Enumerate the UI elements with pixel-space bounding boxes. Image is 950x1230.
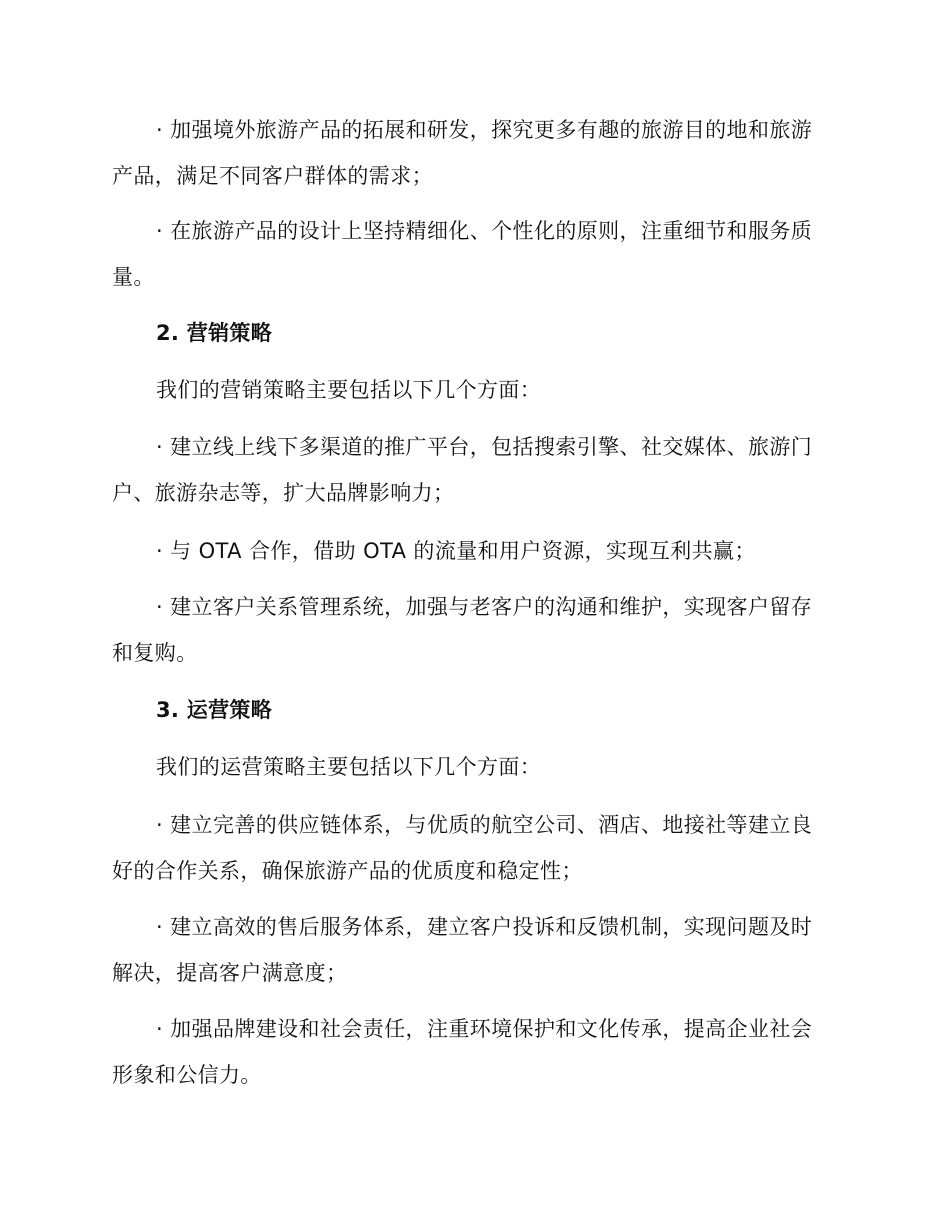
bullet-item: · 建立线上线下多渠道的推广平台，包括搜索引擎、社交媒体、旅游门户、旅游杂志等，扩大品牌影响力； [112,435,813,505]
bullet-item: · 在旅游产品的设计上坚持精细化、个性化的原则，注重细节和服务质量。 [112,219,813,289]
section-heading: 3. 运营策略 [156,698,272,722]
section-heading: 2. 营销策略 [156,321,272,345]
bullet-item: · 加强品牌建设和社会责任，注重环境保护和文化传承，提高企业社会形象和公信力。 [112,1017,813,1087]
bullet-item: · 加强境外旅游产品的拓展和研发，探究更多有趣的旅游目的地和旅游产品，满足不同客户群体的需求； [112,118,813,188]
bullet-item: · 建立高效的售后服务体系，建立客户投诉和反馈机制，实现问题及时解决，提高客户满意度； [112,915,813,985]
bullet-item: · 建立客户关系管理系统，加强与老客户的沟通和维护，实现客户留存和复购。 [112,595,813,665]
bullet-item: · 与 OTA 合作，借助 OTA 的流量和用户资源，实现互利共赢； [156,539,756,563]
paragraph: 我们的运营策略主要包括以下几个方面： [156,755,542,779]
bullet-item: · 建立完善的供应链体系，与优质的航空公司、酒店、地接社等建立良好的合作关系，确保旅游产品的优质度和稳定性； [112,813,813,883]
paragraph: 我们的营销策略主要包括以下几个方面： [156,378,542,402]
